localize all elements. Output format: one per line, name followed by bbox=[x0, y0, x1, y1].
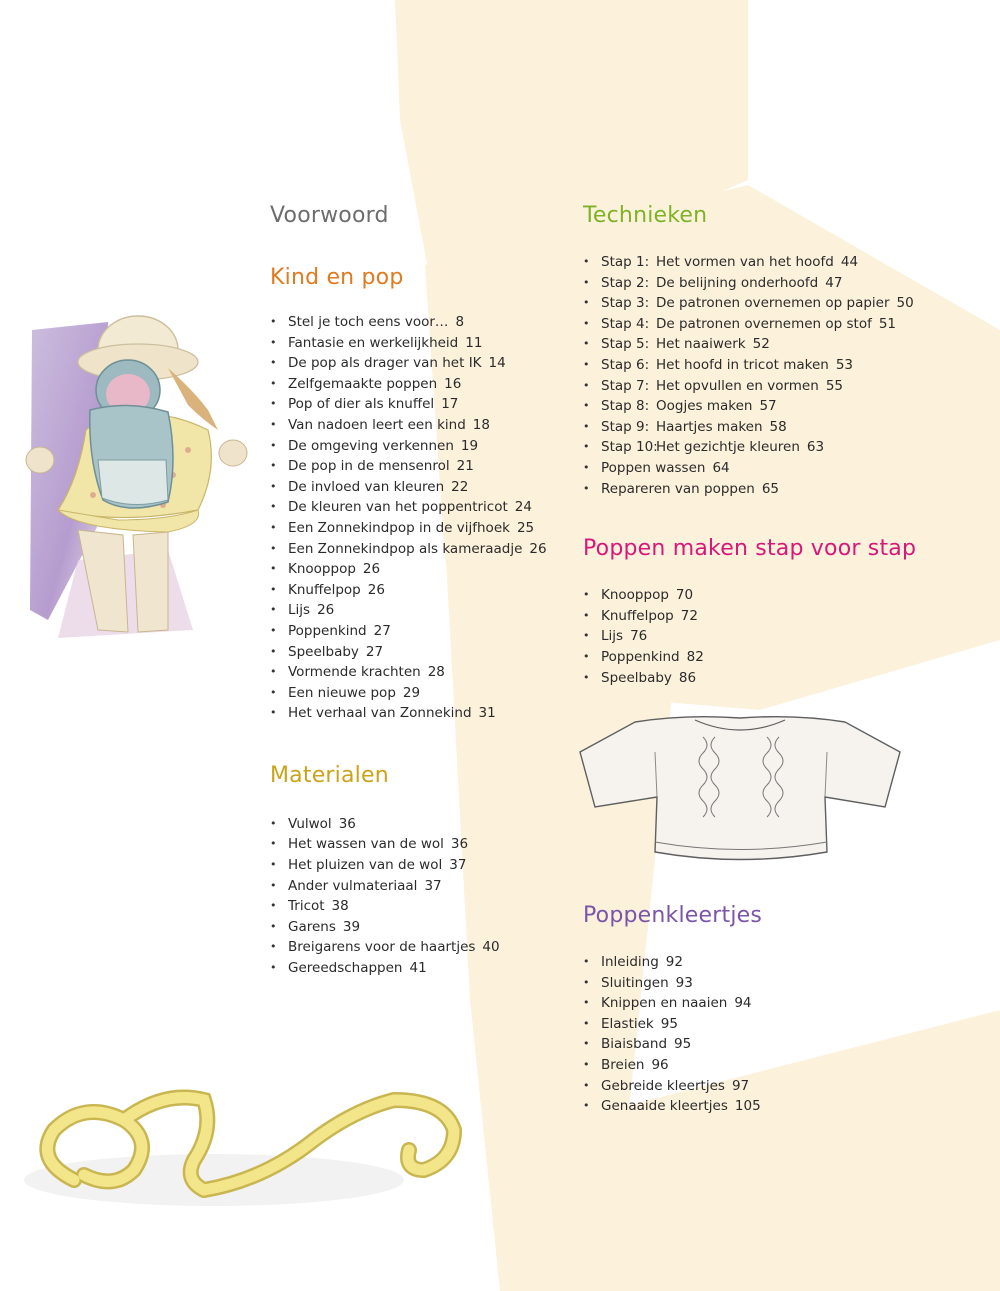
toc-entry[interactable] bbox=[270, 600, 570, 621]
toc-entry[interactable] bbox=[583, 252, 983, 273]
toc-entry[interactable] bbox=[270, 456, 570, 477]
toc-entry[interactable] bbox=[583, 952, 983, 973]
toc-page-number: 28 bbox=[427, 664, 445, 681]
toc-entry[interactable] bbox=[270, 312, 570, 333]
toc-entry-title: Gebreide kleertjes bbox=[601, 1077, 725, 1094]
toc-step-label: Stap 9: bbox=[601, 418, 650, 435]
toc-entry[interactable] bbox=[583, 458, 983, 479]
toc-entry[interactable] bbox=[270, 518, 570, 539]
toc-page-number: 53 bbox=[835, 356, 853, 373]
toc-page-number: 76 bbox=[630, 628, 648, 645]
toc-entry[interactable] bbox=[583, 993, 983, 1014]
toc-step-label: Stap 2: bbox=[601, 274, 650, 291]
toc-page-number: 94 bbox=[734, 995, 752, 1012]
toc-entry[interactable] bbox=[583, 626, 983, 647]
toc-entry[interactable] bbox=[270, 353, 570, 374]
toc-entry-title: Inleiding bbox=[601, 954, 659, 970]
toc-page-number: 96 bbox=[651, 1056, 669, 1073]
toc-entry-title: De pop in de mensenrol bbox=[288, 458, 450, 475]
toc-entry-title: Breigarens voor de haartjes bbox=[288, 939, 476, 956]
toc-page-number: 64 bbox=[712, 459, 730, 476]
toc-page-number: 17 bbox=[441, 396, 459, 413]
toc-entry-title: Vulwol bbox=[288, 815, 332, 832]
toc-list-materialen bbox=[270, 814, 570, 979]
toc-entry[interactable] bbox=[270, 642, 570, 663]
toc-page-number: 21 bbox=[456, 458, 474, 475]
toc-entry-title: Fantasie en werkelijkheid bbox=[288, 334, 459, 351]
toc-page-number: 93 bbox=[675, 974, 693, 991]
toc-right-column-lower bbox=[583, 900, 983, 1117]
toc-entry-title: Genaaide kleertjes bbox=[601, 1098, 728, 1115]
toc-step-label: Stap 6: bbox=[601, 356, 650, 373]
toc-entry[interactable] bbox=[270, 917, 570, 938]
toc-entry[interactable] bbox=[583, 606, 983, 627]
toc-page-number: 95 bbox=[660, 1015, 678, 1032]
toc-page-number: 26 bbox=[317, 602, 335, 619]
toc-entry-title: De invloed van kleuren bbox=[288, 478, 445, 495]
toc-entry[interactable] bbox=[583, 396, 983, 417]
toc-page-number: 70 bbox=[675, 587, 694, 604]
toc-page-number: 26 bbox=[367, 581, 385, 598]
toc-page-number: 39 bbox=[342, 918, 361, 935]
heading-kind-en-pop[interactable]: Kind en pop bbox=[270, 265, 404, 290]
toc-entry-title: Knooppop bbox=[601, 587, 669, 604]
toc-entry[interactable] bbox=[583, 417, 983, 438]
toc-entry[interactable] bbox=[270, 394, 570, 415]
toc-entry[interactable] bbox=[583, 479, 983, 500]
toc-entry-title: Pop of dier als knuffel bbox=[288, 396, 435, 413]
toc-page-number: 95 bbox=[674, 1036, 692, 1053]
toc-step-label: Stap 10: bbox=[601, 439, 658, 456]
toc-entry-title: Het naaiwerk bbox=[656, 336, 746, 353]
toc-page-number: 38 bbox=[331, 898, 349, 915]
toc-entry-title: Haartjes maken bbox=[656, 418, 763, 435]
toc-page-number: 40 bbox=[482, 939, 500, 956]
toc-entry-title: Poppen wassen bbox=[601, 459, 706, 476]
toc-entry-title: Een nieuwe pop bbox=[288, 684, 396, 701]
toc-page-number: 8 bbox=[455, 314, 465, 330]
toc-page-number: 36 bbox=[338, 815, 356, 832]
toc-entry-title: Een Zonnekindpop in de vijfhoek bbox=[288, 519, 510, 536]
toc-entry-title: De patronen overnemen op papier bbox=[656, 295, 890, 312]
toc-entry[interactable] bbox=[270, 958, 570, 979]
toc-entry[interactable] bbox=[270, 855, 570, 876]
measuring-tape-illustration bbox=[14, 1060, 474, 1210]
toc-page-number: 24 bbox=[514, 499, 532, 516]
toc-entry[interactable] bbox=[270, 814, 570, 835]
toc-page-number: 65 bbox=[761, 480, 780, 497]
toc-entry[interactable] bbox=[270, 834, 570, 855]
toc-entry-title: Gereedschappen bbox=[288, 960, 403, 977]
toc-entry-title: Knooppop bbox=[288, 561, 356, 578]
toc-entry-title: Elastiek bbox=[601, 1015, 654, 1032]
toc-entry[interactable] bbox=[583, 273, 983, 294]
toc-entry-title: Een Zonnekindpop als kameraadje bbox=[288, 540, 523, 557]
toc-page-number: 25 bbox=[516, 519, 535, 536]
heading-poppenkleertjes[interactable]: Poppenkleertjes bbox=[583, 903, 763, 928]
toc-entry[interactable] bbox=[583, 1034, 983, 1055]
toc-entry-title: Vormende krachten bbox=[288, 664, 421, 681]
toc-entry-title: Tricot bbox=[288, 898, 325, 915]
toc-page-number: 26 bbox=[529, 540, 547, 557]
toc-entry[interactable] bbox=[270, 415, 570, 436]
toc-page-number: 14 bbox=[488, 355, 506, 372]
toc-entry-title: Knippen en naaien bbox=[601, 995, 728, 1012]
toc-page-number: 16 bbox=[444, 375, 462, 392]
toc-entry-title: Het opvullen en vormen bbox=[656, 377, 819, 394]
toc-entry-title: Garens bbox=[288, 918, 336, 935]
toc-entry-title: Speelbaby bbox=[288, 643, 359, 660]
toc-entry[interactable] bbox=[583, 437, 983, 458]
toc-entry[interactable] bbox=[270, 477, 570, 498]
toc-entry-title: Ander vulmateriaal bbox=[288, 877, 418, 894]
toc-page-number: 37 bbox=[424, 877, 442, 894]
toc-entry-title: Van nadoen leert een kind bbox=[288, 416, 466, 433]
toc-entry[interactable] bbox=[583, 1014, 983, 1035]
toc-entry[interactable] bbox=[270, 876, 570, 897]
toc-entry[interactable] bbox=[270, 621, 570, 642]
toc-page-number: 27 bbox=[365, 643, 384, 660]
toc-entry-title: Het pluizen van de wol bbox=[288, 857, 443, 874]
toc-page-number: 72 bbox=[680, 607, 698, 624]
toc-entry[interactable] bbox=[270, 333, 570, 354]
toc-page-number: 52 bbox=[752, 336, 770, 353]
toc-list-kind-en-pop bbox=[270, 312, 570, 724]
toc-entry[interactable] bbox=[583, 376, 983, 397]
toc-entry-title: Speelbaby bbox=[601, 669, 672, 686]
toc-page-number: 26 bbox=[362, 561, 381, 578]
toc-list-poppenkleertjes bbox=[583, 952, 983, 1117]
toc-step-label: Stap 5: bbox=[601, 336, 650, 353]
toc-page-number: 92 bbox=[665, 954, 683, 970]
toc-entry[interactable] bbox=[583, 293, 983, 314]
toc-entry[interactable] bbox=[270, 683, 570, 704]
toc-entry-title: Het hoofd in tricot maken bbox=[656, 356, 829, 373]
toc-page-number: 50 bbox=[896, 295, 914, 312]
toc-entry[interactable] bbox=[270, 937, 570, 958]
toc-entry-title: Knuffelpop bbox=[288, 581, 361, 598]
toc-entry-title: Sluitingen bbox=[601, 974, 669, 991]
toc-list-technieken bbox=[583, 252, 983, 499]
toc-page-number: 18 bbox=[472, 416, 490, 433]
toc-page-number: 51 bbox=[878, 315, 897, 332]
toc-page-number: 47 bbox=[825, 274, 843, 291]
toc-page-number: 27 bbox=[373, 622, 391, 639]
toc-entry-title: Poppenkind bbox=[601, 648, 680, 665]
toc-page-number: 41 bbox=[409, 960, 427, 977]
toc-entry[interactable] bbox=[583, 973, 983, 994]
toc-entry[interactable] bbox=[270, 436, 570, 457]
toc-list-poppen-maken bbox=[583, 585, 983, 688]
toc-page-number: 22 bbox=[451, 478, 469, 495]
toc-entry[interactable] bbox=[583, 585, 983, 606]
toc-entry[interactable] bbox=[583, 647, 983, 668]
toc-entry[interactable] bbox=[270, 374, 570, 395]
toc-entry-title: Biaisband bbox=[601, 1036, 668, 1053]
toc-page-number: 86 bbox=[678, 669, 697, 686]
toc-page-number: 36 bbox=[450, 836, 469, 853]
toc-entry-title: Poppenkind bbox=[288, 622, 367, 639]
toc-entry[interactable] bbox=[583, 1076, 983, 1097]
toc-page-number: 19 bbox=[460, 437, 479, 454]
toc-entry[interactable] bbox=[270, 580, 570, 601]
toc-entry[interactable] bbox=[583, 334, 983, 355]
toc-entry-title: Het verhaal van Zonnekind bbox=[288, 705, 472, 722]
toc-page-number: 44 bbox=[840, 254, 859, 270]
toc-page-number: 29 bbox=[402, 684, 421, 701]
toc-entry-title: Repareren van poppen bbox=[601, 480, 755, 497]
toc-entry-title: De pop als drager van het IK bbox=[288, 355, 482, 372]
heading-voorwoord[interactable]: Voorwoord bbox=[270, 203, 389, 228]
toc-page-number: 55 bbox=[825, 377, 843, 394]
toc-entry-title: Breien bbox=[601, 1056, 645, 1073]
toc-entry-title: Lijs bbox=[601, 628, 624, 645]
toc-step-label: Stap 8: bbox=[601, 398, 650, 415]
toc-entry[interactable] bbox=[270, 539, 570, 560]
toc-entry-title: De kleuren van het poppentricot bbox=[288, 499, 508, 516]
toc-entry-title: De omgeving verkennen bbox=[288, 437, 454, 454]
toc-entry-title: Oogjes maken bbox=[656, 398, 753, 415]
toc-entry-title: Knuffelpop bbox=[601, 607, 674, 624]
toc-entry-title: De belijning onderhoofd bbox=[656, 274, 819, 291]
toc-entry-title: Het vormen van het hoofd bbox=[656, 254, 834, 270]
toc-page-number: 105 bbox=[734, 1098, 761, 1115]
toc-page-number: 37 bbox=[449, 857, 467, 874]
toc-page-number: 97 bbox=[731, 1077, 750, 1094]
toc-step-label: Stap 1: bbox=[601, 254, 650, 270]
toc-page-number: 63 bbox=[806, 439, 825, 456]
toc-entry[interactable] bbox=[583, 314, 983, 335]
toc-page-number: 82 bbox=[686, 648, 704, 665]
toc-entry-title: Het wassen van de wol bbox=[288, 836, 444, 853]
toc-entry-title: Zelfgemaakte poppen bbox=[288, 375, 438, 392]
toc-entry[interactable] bbox=[583, 1055, 983, 1076]
sweater-illustration bbox=[575, 712, 905, 872]
toc-entry[interactable] bbox=[583, 668, 983, 689]
doll-illustration bbox=[18, 310, 260, 642]
toc-entry[interactable] bbox=[270, 559, 570, 580]
toc-step-label: Stap 4: bbox=[601, 315, 650, 332]
toc-entry[interactable] bbox=[270, 703, 570, 724]
toc-page-number: 31 bbox=[478, 705, 496, 722]
toc-entry[interactable] bbox=[583, 355, 983, 376]
heading-technieken[interactable]: Technieken bbox=[583, 203, 708, 228]
toc-left-column bbox=[270, 200, 570, 979]
toc-right-column bbox=[583, 200, 983, 688]
toc-entry[interactable] bbox=[270, 662, 570, 683]
heading-poppen-maken[interactable]: Poppen maken stap voor stap bbox=[583, 536, 917, 562]
toc-entry[interactable] bbox=[583, 1096, 983, 1117]
toc-entry-title: De patronen overnemen op stof bbox=[656, 315, 872, 332]
toc-entry[interactable] bbox=[270, 896, 570, 917]
toc-entry[interactable] bbox=[270, 497, 570, 518]
toc-entry-title: Het gezichtje kleuren bbox=[656, 439, 800, 456]
heading-materialen[interactable]: Materialen bbox=[270, 762, 389, 788]
toc-page-number: 57 bbox=[759, 398, 777, 415]
toc-entry-title: Stel je toch eens voor… bbox=[288, 314, 449, 330]
toc-page-number: 58 bbox=[769, 418, 787, 435]
toc-page-number: 11 bbox=[465, 334, 483, 351]
toc-step-label: Stap 3: bbox=[601, 295, 650, 312]
toc-step-label: Stap 7: bbox=[601, 377, 650, 394]
toc-entry-title: Lijs bbox=[288, 602, 311, 619]
